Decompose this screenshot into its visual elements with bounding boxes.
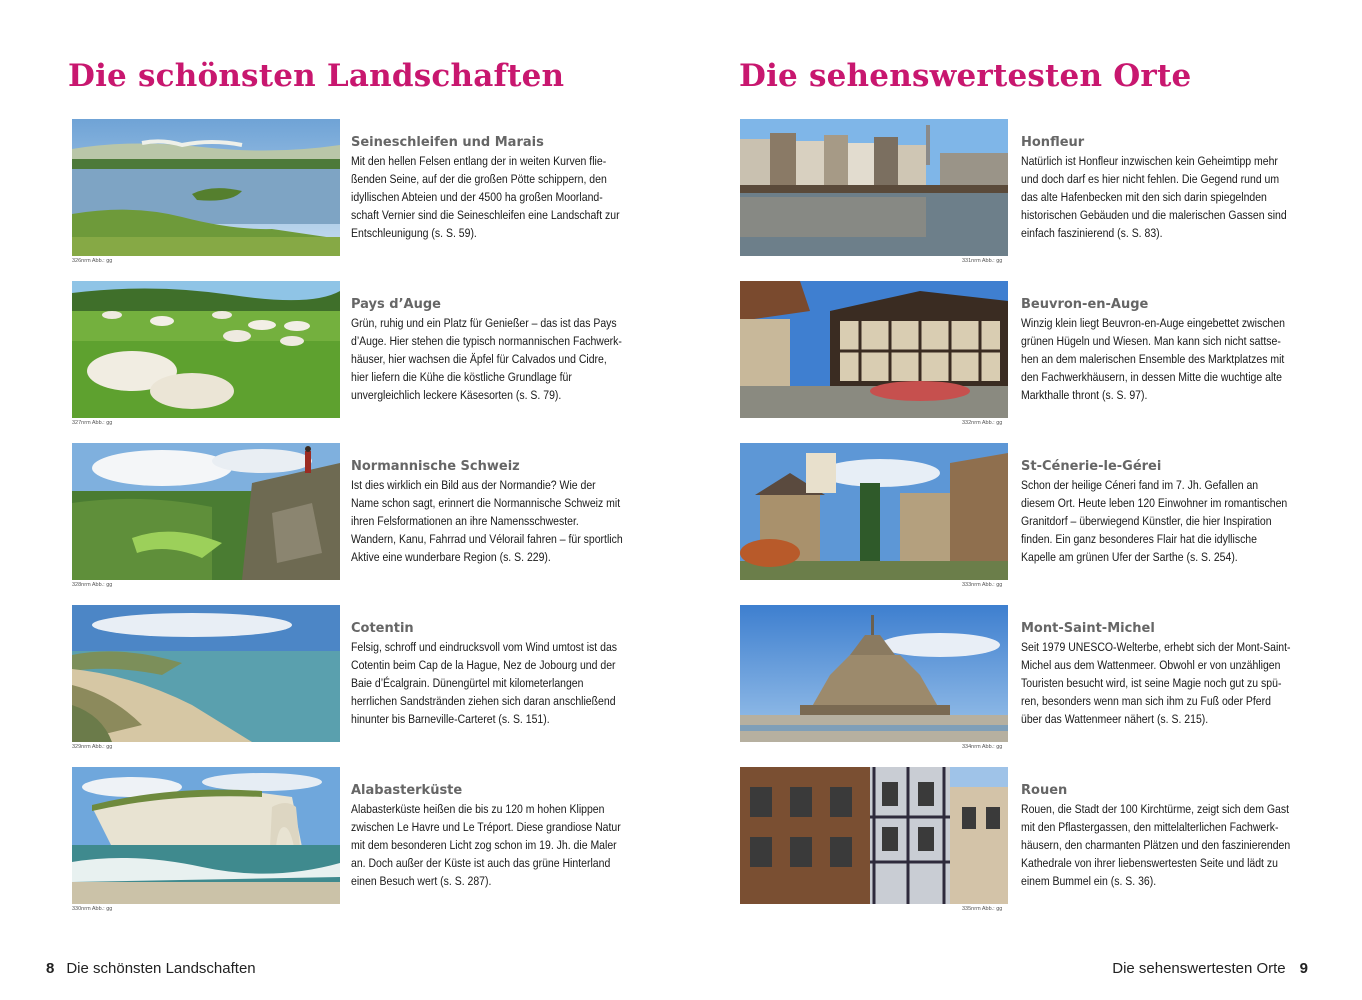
entry-title: Normannische Schweiz — [351, 459, 520, 474]
photo-credit: 332nrm Abb.: gg — [962, 420, 1003, 426]
page-title: Die sehenswertesten Orte — [739, 58, 1192, 94]
entry-body: Alabasterküste heißen die bis zu 120 m hohen Klippen zwischen Le Havre und Le Tréport. Diese grandiose Natur mit dem besonderen Licht zog schon im 19. Jh. die Maler an. Doch außer der Küste ist auch das grüne Hinterland einen Besuch wert (s. S. 287). — [351, 802, 621, 888]
photo-credit: 327nrm Abb.: gg — [72, 420, 113, 426]
entry-body: Rouen, die Stadt der 100 Kirchtürme, zeigt sich dem Gast mit den Pflastergassen, den mittelalterlichen Fachwerkhäusern, den charmanten Plätzen und den faszinierenden Kathedrale von ihrer liebenswertesten Seite und lädt zu einem Bummel ein (s. S. 36). — [1021, 802, 1291, 888]
entry-body: Ist dies wirklich ein Bild aus der Normandie? Wie der Name schon sagt, erinnert die Normannische Schweiz mit ihren Felsformationen an ihre Namensschwester. Wandern, Kanu, Fahrrad und Vélorail fahren – für sportlich Aktive eine wunderbare Region (s. S. 229). — [351, 478, 623, 564]
photo-cotentin — [72, 605, 340, 742]
entry-alabasterkueste — [0, 767, 681, 917]
photo-credit: 334nrm Abb.: gg — [962, 744, 1003, 750]
photo-rouen — [740, 767, 1008, 904]
entry-text — [351, 458, 626, 566]
photo-credit: 326nrm Abb.: gg — [72, 258, 113, 264]
photo-credit: 333nrm Abb.: gg — [962, 582, 1003, 588]
page-number: 8 — [46, 960, 55, 977]
entry-body: Winzig klein liegt Beuvron-en-Auge eingebettet zwischen grünen Hügeln und Wiesen. Man kann sich nicht sattsehen an dem malerischen Ensemble des Marktplatzes mit den Fachwerkhäusern, in dessen Mitte die wuchtige alte Markthalle thront (s. S. 97). — [1021, 316, 1285, 402]
entry-text — [351, 134, 626, 242]
entry-normannische-schweiz — [0, 443, 681, 593]
entry-body: Natürlich ist Honfleur inzwischen kein Geheimtipp mehr und doch darf es hier nicht fehlen. Die Gegend rund um das alte Hafenbecken mit den sich darin spiegelnden historischen Gebäuden und die malerischen Gassen sind einfach faszinierend (s. S. 83). — [1021, 154, 1287, 240]
photo-mont-saint-michel — [740, 605, 1008, 742]
entry-cotentin — [0, 605, 681, 755]
photo-alabasterkueste — [72, 767, 340, 904]
entry-body: Felsig, schroff und eindrucksvoll vom Wind umtost ist das Cotentin beim Cap de la Hague, Nez de Jobourg und der Baie d’Écalgrain. Dünengürtel mit kilometerlangen herrlichen Sandstränden ziehen sich daran anschließend hinunter bis Barneville-Carteret (s. S. 151). — [351, 640, 618, 726]
entry-title: Alabasterküste — [351, 783, 463, 798]
entry-body: Seit 1979 UNESCO-Welterbe, erhebt sich der Mont-Saint-Michel aus dem Wattenmeer. Obwohl er von unzähligen Touristen besucht wird, ist seine Magie noch gut zu spüren, besonders wenn man sich ihm zu Fuß oder Pferd über das Wattenmeer nähert (s. S. 215). — [1021, 640, 1291, 726]
photo-beuvron-en-auge — [740, 281, 1008, 418]
entry-title: Mont-Saint-Michel — [1021, 621, 1155, 636]
photo-normannische-schweiz — [72, 443, 340, 580]
footer-section: Die schönsten Landschaften — [66, 960, 256, 977]
entry-rouen — [681, 767, 1362, 917]
entry-text — [351, 782, 626, 890]
entry-st-cenerie-le-gerei — [681, 443, 1362, 593]
photo-credit: 330nrm Abb.: gg — [72, 906, 113, 912]
entry-honfleur — [681, 119, 1362, 269]
entry-text — [1021, 458, 1296, 566]
entry-title: Pays d’Auge — [351, 297, 441, 312]
entry-beuvron-en-auge — [681, 281, 1362, 431]
entry-body: Schon der heilige Céneri fand im 7. Jh. Gefallen an diesem Ort. Heute leben 120 Einwohner im romantischen Granitdorf – überwiegend Künstler, die hier Inspiration finden. Ein ganz besonderes Flair hat die idyllische Kapelle am grünen Ufer der Sarthe (s. S. 254). — [1021, 478, 1288, 564]
entry-text — [1021, 296, 1296, 404]
entry-text — [1021, 782, 1296, 890]
entry-text — [1021, 620, 1296, 728]
entry-title: Honfleur — [1021, 135, 1085, 150]
photo-seineschleifen — [72, 119, 340, 256]
entry-text — [351, 620, 626, 728]
entry-title: Seineschleifen und Marais — [351, 135, 544, 150]
entry-title: Rouen — [1021, 783, 1068, 798]
photo-pays-d-auge — [72, 281, 340, 418]
entry-text — [351, 296, 626, 404]
entry-title: Cotentin — [351, 621, 414, 636]
photo-credit: 328nrm Abb.: gg — [72, 582, 113, 588]
photo-st-cenerie-le-gerei — [740, 443, 1008, 580]
page-title: Die schönsten Landschaften — [68, 58, 565, 94]
photo-honfleur — [740, 119, 1008, 256]
entry-title: Beuvron-en-Auge — [1021, 297, 1149, 312]
page-footer — [1112, 960, 1308, 977]
entry-text — [1021, 134, 1296, 242]
right-page — [681, 0, 1362, 1000]
entry-seineschleifen — [0, 119, 681, 269]
entry-mont-saint-michel — [681, 605, 1362, 755]
photo-credit: 329nrm Abb.: gg — [72, 744, 113, 750]
page-number: 9 — [1299, 960, 1308, 977]
entry-body: Grün, ruhig und ein Platz für Genießer – das ist das Pays d’Auge. Hier stehen die typisch normannischen Fachwerkhäuser, hier wachsen die Äpfel für Calvados und Cidre, hier liefern die Kühe die köstliche Grundlage für unvergleichlich leckere Käsesorten (s. S. 79). — [351, 316, 622, 402]
entry-body: Mit den hellen Felsen entlang der in weiten Kurven fließenden Seine, auf der die großen Pötte schippern, den idyllischen Abteien und der 4500 ha großen Moorlandschaft Vernier sind die Seineschleifen eine Landschaft zur Entschleunigung (s. S. 59). — [351, 154, 620, 240]
page-footer — [46, 960, 256, 977]
entry-title: St-Cénerie-le-Gérei — [1021, 459, 1162, 474]
photo-credit: 335nrm Abb.: gg — [962, 906, 1003, 912]
photo-credit: 331nrm Abb.: gg — [962, 258, 1003, 264]
footer-section: Die sehenswertesten Orte — [1112, 960, 1286, 977]
entry-pays-d-auge — [0, 281, 681, 431]
